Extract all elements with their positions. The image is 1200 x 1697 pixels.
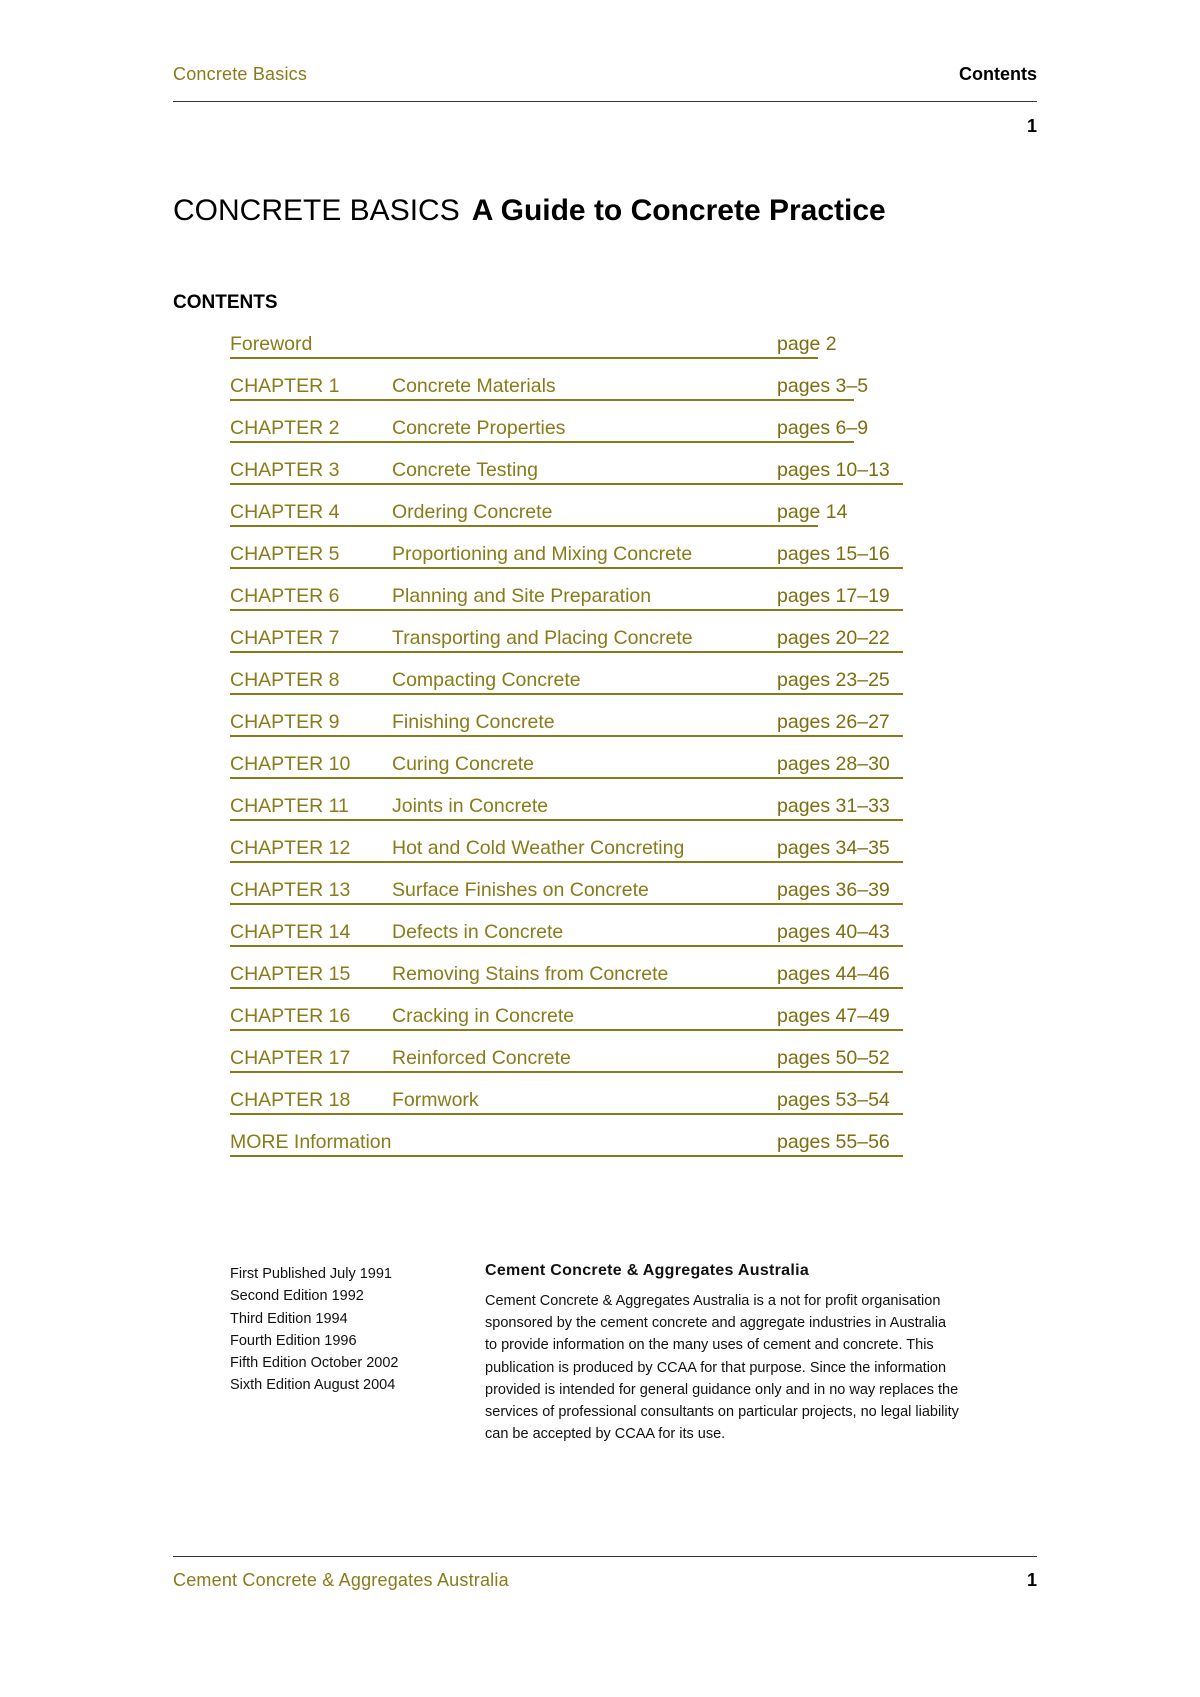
toc-entry-title: Curing Concrete <box>392 753 534 775</box>
toc-entry[interactable] <box>230 1087 903 1129</box>
page-number-top: 1 <box>1026 116 1037 136</box>
organisation-description <box>485 1290 1045 1445</box>
toc-entry-title: Compacting Concrete <box>392 669 581 691</box>
toc-entry-pages: pages 20–22 <box>777 627 890 649</box>
toc-entry-pages: pages 47–49 <box>777 1005 890 1027</box>
toc-entry[interactable] <box>230 709 903 751</box>
toc-entry-underline <box>230 1029 903 1031</box>
title-bold: A Guide to Concrete Practice <box>471 194 886 227</box>
toc-entry-pages: pages 23–25 <box>777 669 890 691</box>
toc-entry-title: Surface Finishes on Concrete <box>392 879 649 901</box>
toc-entry-title: Ordering Concrete <box>392 501 553 523</box>
toc-entry-title: Formwork <box>392 1089 479 1111</box>
footer-organisation: Cement Concrete & Aggregates Australia <box>173 1570 509 1590</box>
header-divider <box>173 101 1037 102</box>
toc-entry-pages: pages 55–56 <box>777 1131 890 1153</box>
document-title <box>173 194 886 228</box>
footer-divider <box>173 1556 1037 1557</box>
toc-entry-underline <box>230 399 854 401</box>
toc-entry-underline <box>230 483 903 485</box>
table-of-contents <box>230 331 903 1171</box>
toc-entry-title: Concrete Testing <box>392 459 538 481</box>
toc-entry[interactable] <box>230 751 903 793</box>
toc-entry-underline <box>230 861 903 863</box>
contents-heading: CONTENTS <box>173 292 278 313</box>
organisation-block <box>485 1262 1045 1445</box>
toc-entry-underline <box>230 357 818 359</box>
toc-entry-label: CHAPTER 14 <box>230 921 351 943</box>
toc-entry-title: Defects in Concrete <box>392 921 564 943</box>
toc-entry-label: CHAPTER 12 <box>230 837 351 859</box>
toc-entry-pages: pages 10–13 <box>777 459 890 481</box>
toc-entry-underline <box>230 651 903 653</box>
toc-entry[interactable] <box>230 457 903 499</box>
toc-entry[interactable] <box>230 625 903 667</box>
toc-entry-underline <box>230 987 903 989</box>
toc-entry-pages: page 2 <box>777 333 837 355</box>
running-header-section: Contents <box>959 64 1037 84</box>
toc-entry-pages: pages 50–52 <box>777 1047 890 1069</box>
edition-line: Fourth Edition 1996 <box>230 1332 357 1349</box>
toc-entry[interactable] <box>230 1003 903 1045</box>
organisation-description-line: publication is produced by CCAA for that purpose. Since the information <box>485 1359 947 1376</box>
toc-entry-label: CHAPTER 1 <box>230 375 340 397</box>
toc-entry-pages: pages 6–9 <box>777 417 869 439</box>
toc-entry-title: Proportioning and Mixing Concrete <box>392 543 693 565</box>
edition-history <box>230 1263 398 1397</box>
toc-entry-underline <box>230 567 903 569</box>
toc-entry-label: CHAPTER 8 <box>230 669 340 691</box>
toc-entry-underline <box>230 441 854 443</box>
toc-entry-underline <box>230 1113 903 1115</box>
footer-page-number: 1 <box>1026 1570 1037 1590</box>
toc-entry-title: Finishing Concrete <box>392 711 555 733</box>
toc-entry-pages: pages 28–30 <box>777 753 890 775</box>
toc-entry-underline <box>230 609 903 611</box>
toc-entry-label: CHAPTER 9 <box>230 711 340 733</box>
toc-entry-underline <box>230 1155 903 1157</box>
title-light: CONCRETE BASICS <box>173 194 460 227</box>
toc-entry-pages: pages 15–16 <box>777 543 890 565</box>
edition-line: Fifth Edition October 2002 <box>230 1355 399 1372</box>
organisation-description-line: can be accepted by CCAA for its use. <box>485 1426 726 1443</box>
toc-entry[interactable] <box>230 415 903 457</box>
toc-entry-label: CHAPTER 13 <box>230 879 351 901</box>
edition-line: Second Edition 1992 <box>230 1288 364 1305</box>
toc-entry-title: Concrete Materials <box>392 375 556 397</box>
edition-line: Third Edition 1994 <box>230 1310 348 1327</box>
toc-entry-underline <box>230 735 903 737</box>
toc-entry[interactable] <box>230 541 903 583</box>
toc-entry-label: CHAPTER 10 <box>230 753 351 775</box>
toc-entry-pages: page 14 <box>777 501 848 523</box>
toc-entry-pages: pages 36–39 <box>777 879 890 901</box>
toc-entry-pages: pages 26–27 <box>777 711 890 733</box>
toc-entry[interactable] <box>230 583 903 625</box>
toc-entry-label: CHAPTER 2 <box>230 417 340 439</box>
toc-entry-label: CHAPTER 17 <box>230 1047 351 1069</box>
toc-entry-title: Planning and Site Preparation <box>392 585 652 607</box>
toc-entry[interactable] <box>230 1129 903 1171</box>
toc-entry-title: Hot and Cold Weather Concreting <box>392 837 685 859</box>
toc-entry-title: Concrete Properties <box>392 417 566 439</box>
toc-entry-label: CHAPTER 16 <box>230 1005 351 1027</box>
toc-entry[interactable] <box>230 667 903 709</box>
toc-entry-pages: pages 17–19 <box>777 585 890 607</box>
toc-entry-underline <box>230 777 903 779</box>
toc-entry-label: CHAPTER 4 <box>230 501 340 523</box>
toc-entry[interactable] <box>230 877 903 919</box>
toc-entry-underline <box>230 525 818 527</box>
toc-entry-label: CHAPTER 18 <box>230 1089 351 1111</box>
organisation-name: Cement Concrete & Aggregates Australia <box>485 1262 810 1279</box>
toc-entry-label: CHAPTER 15 <box>230 963 351 985</box>
toc-entry[interactable] <box>230 331 903 373</box>
toc-entry-title: Removing Stains from Concrete <box>392 963 669 985</box>
toc-entry-label: CHAPTER 3 <box>230 459 340 481</box>
toc-entry[interactable] <box>230 919 903 961</box>
toc-entry-title: Cracking in Concrete <box>392 1005 575 1027</box>
toc-entry[interactable] <box>230 1045 903 1087</box>
edition-line: First Published July 1991 <box>230 1266 392 1282</box>
toc-entry-pages: pages 44–46 <box>777 963 890 985</box>
organisation-description-line: services of professional consultants on particular projects, no legal liability <box>485 1404 959 1421</box>
toc-entry[interactable] <box>230 961 903 1003</box>
toc-entry[interactable] <box>230 499 903 541</box>
toc-entry-title: Joints in Concrete <box>392 795 549 817</box>
toc-entry-pages: pages 53–54 <box>777 1089 890 1111</box>
toc-entry-pages: pages 31–33 <box>777 795 890 817</box>
toc-entry-title: Reinforced Concrete <box>392 1047 571 1069</box>
toc-entry[interactable] <box>230 793 903 835</box>
toc-entry-underline <box>230 1071 903 1073</box>
toc-entry-label: CHAPTER 5 <box>230 543 340 565</box>
toc-entry-label: MORE Information <box>230 1131 392 1153</box>
running-header-title: Concrete Basics <box>173 64 308 84</box>
toc-entry-pages: pages 40–43 <box>777 921 890 943</box>
toc-entry-underline <box>230 903 903 905</box>
toc-entry-title: Transporting and Placing Concrete <box>392 627 693 649</box>
toc-entry-underline <box>230 693 903 695</box>
organisation-description-line: provided is intended for general guidance only and in no way replaces the <box>485 1381 959 1398</box>
toc-entry[interactable] <box>230 373 903 415</box>
toc-entry-underline <box>230 819 903 821</box>
toc-entry-label: CHAPTER 7 <box>230 627 340 649</box>
edition-line: Sixth Edition August 2004 <box>230 1377 396 1394</box>
organisation-description-line: Cement Concrete & Aggregates Australia is a not for profit organisation <box>485 1293 941 1309</box>
organisation-description-line: sponsored by the cement concrete and aggregate industries in Australia <box>485 1315 947 1332</box>
toc-entry[interactable] <box>230 835 903 877</box>
toc-entry-underline <box>230 945 903 947</box>
organisation-description-line: to provide information on the many uses of cement and concrete. This <box>485 1337 934 1354</box>
toc-entry-label: Foreword <box>230 333 313 355</box>
toc-entry-label: CHAPTER 6 <box>230 585 340 607</box>
toc-entry-label: CHAPTER 11 <box>230 795 349 817</box>
toc-entry-pages: pages 3–5 <box>777 375 869 397</box>
toc-entry-pages: pages 34–35 <box>777 837 890 859</box>
